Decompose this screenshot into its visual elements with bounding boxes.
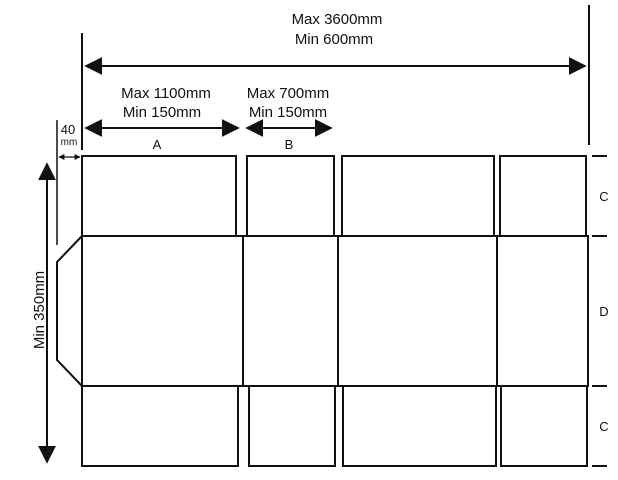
body-panel-b1 <box>243 236 338 386</box>
panel-a-width-dimension <box>86 85 238 152</box>
body-panels-row <box>82 236 588 386</box>
glue-flap-unit-label: mm <box>60 137 78 148</box>
top-flap-b1 <box>247 156 334 236</box>
top-flap-b2 <box>500 156 586 236</box>
panel-b-max-label: Max 700mm <box>246 85 330 102</box>
row-label-d: D <box>599 304 609 319</box>
panel-b-width-dimension <box>247 85 331 152</box>
body-panel-a1 <box>82 236 243 386</box>
panel-a-max-label: Max 1100mm <box>121 85 211 102</box>
bottom-flap-a2 <box>343 386 496 466</box>
bottom-flap-b2 <box>501 386 587 466</box>
top-flap-a1 <box>82 156 236 236</box>
top-flaps-row <box>82 156 586 236</box>
glue-flap-dimension <box>57 120 80 245</box>
glue-flap-value-label: 40 <box>60 122 76 137</box>
overall-width-min-label: Min 600mm <box>294 31 374 48</box>
panel-b-label: B <box>284 137 294 152</box>
panel-a-label: A <box>152 137 162 152</box>
panel-b-min-label: Min 150mm <box>248 104 328 121</box>
overall-width-max-label: Max 3600mm <box>291 11 383 28</box>
glue-flap-outline <box>57 236 82 386</box>
bottom-flap-b1 <box>249 386 335 466</box>
panel-a-min-label: Min 150mm <box>122 104 202 121</box>
top-flap-a2 <box>342 156 494 236</box>
bottom-flaps-row <box>82 386 587 466</box>
body-panel-b2 <box>497 236 588 386</box>
bottom-flap-a1 <box>82 386 238 466</box>
height-dimension <box>31 164 48 462</box>
height-label: Min 350mm <box>31 270 48 350</box>
body-panel-a2 <box>338 236 497 386</box>
row-label-bottom-c: C <box>599 419 609 434</box>
row-label-top-c: C <box>599 189 609 204</box>
